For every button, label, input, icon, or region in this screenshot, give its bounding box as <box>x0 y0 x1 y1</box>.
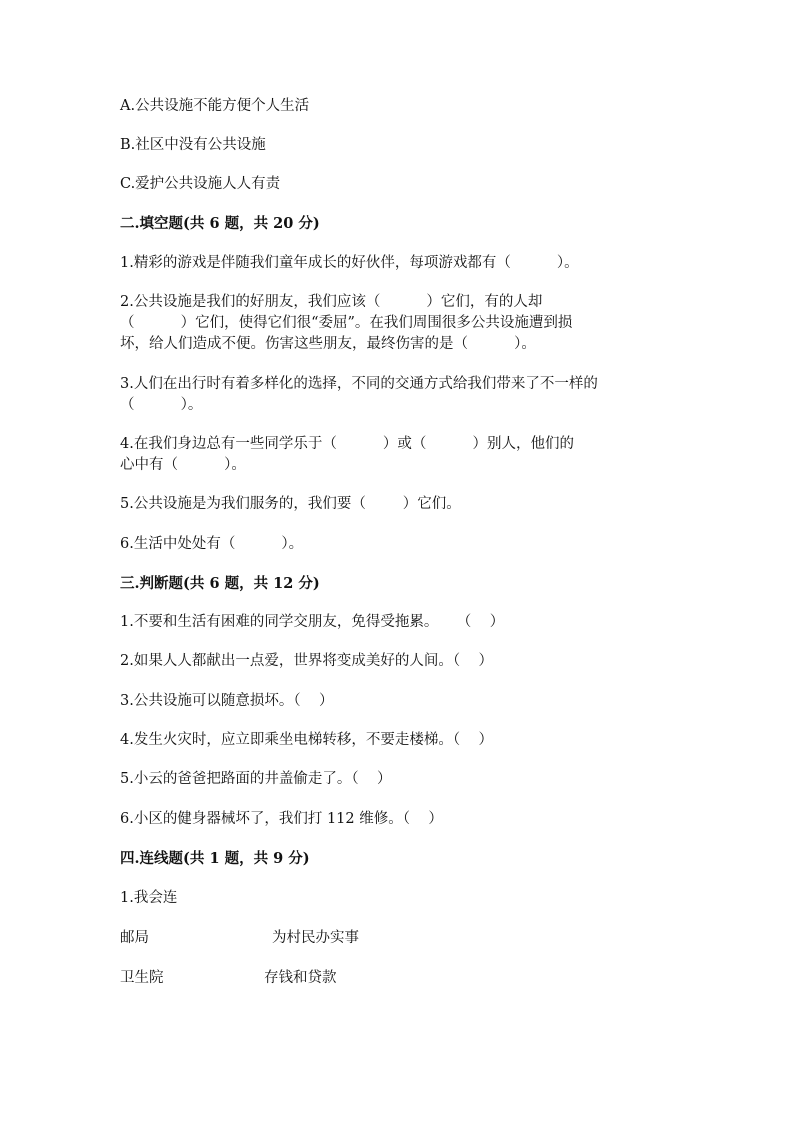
judge-question-1: 1.不要和生活有困难的同学交朋友，免得受拖累。 （ ） <box>120 614 505 630</box>
matching-right-item-1: 为村民办实事 <box>272 930 359 946</box>
fill-question-2-line-2: （ ）它们，使得它们很“委屈”。在我们周围很多公共设施遭到损 <box>120 315 573 331</box>
section-heading-matching: 四.连线题(共 1 题，共 9 分) <box>120 850 310 867</box>
matching-left-item-2: 卫生院 <box>120 970 164 986</box>
judge-question-2: 2.如果人人都献出一点爱，世界将变成美好的人间。（ ） <box>120 653 494 669</box>
judge-question-4: 4.发生火灾时，应立即乘坐电梯转移，不要走楼梯。（ ） <box>120 732 494 748</box>
option-b: B.社区中没有公共设施 <box>120 137 266 153</box>
fill-question-4 <box>120 434 680 476</box>
fill-question-3 <box>120 374 680 416</box>
fill-question-3-line-1: 3.人们在出行时有着多样化的选择，不同的交通方式给我们带来了不一样的 <box>120 376 598 392</box>
section-heading-fill-blank: 二.填空题(共 6 题，共 20 分) <box>120 215 320 232</box>
option-c: C.爱护公共设施人人有责 <box>120 176 281 192</box>
option-a: A.公共设施不能方便个人生活 <box>120 98 310 114</box>
fill-question-2 <box>120 292 680 355</box>
matching-left-item-1: 邮局 <box>120 930 149 946</box>
fill-question-5: 5.公共设施是为我们服务的，我们要（ ）它们。 <box>120 496 461 512</box>
section-heading-true-false: 三.判断题(共 6 题，共 12 分) <box>120 575 320 592</box>
fill-question-4-line-1: 4.在我们身边总有一些同学乐于（ ）或（ ）别人，他们的 <box>120 436 575 452</box>
fill-question-1: 1.精彩的游戏是伴随我们童年成长的好伙伴，每项游戏都有（ ）。 <box>120 255 579 271</box>
fill-question-2-line-3: 坏，给人们造成不便。伤害这些朋友，最终伤害的是（ ）。 <box>120 336 536 352</box>
judge-question-3: 3.公共设施可以随意损坏。（ ） <box>120 693 334 709</box>
judge-question-6: 6.小区的健身器械坏了，我们打 112 维修。（ ） <box>120 811 443 827</box>
fill-question-6: 6.生活中处处有（ ）。 <box>120 536 304 552</box>
fill-question-2-line-1: 2.公共设施是我们的好朋友，我们应该（ ）它们，有的人却 <box>120 294 543 310</box>
matching-question-1: 1.我会连 <box>120 890 178 906</box>
fill-question-4-line-2: 心中有（ ）。 <box>120 457 246 473</box>
fill-question-3-line-2: （ ）。 <box>120 397 203 413</box>
matching-right-item-2: 存钱和贷款 <box>264 970 337 986</box>
judge-question-5: 5.小云的爸爸把路面的井盖偷走了。（ ） <box>120 771 392 787</box>
